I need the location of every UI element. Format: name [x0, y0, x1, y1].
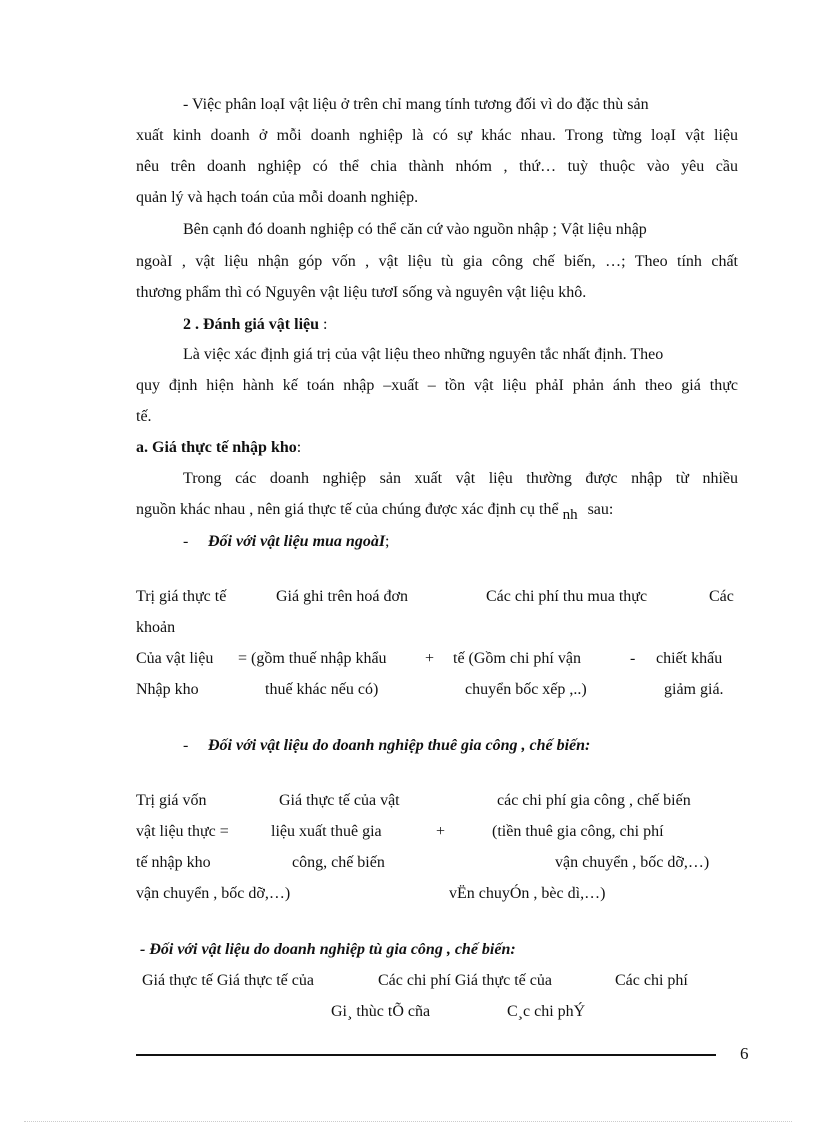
- p3-line-2: quy định hiện hành kế toán nhập –xuất – tồn vật liệu phảI phản ánh theo giá thực: [136, 377, 738, 394]
- f3-r1-c3: Các chi phí: [615, 972, 688, 989]
- p4-line-2-sub: nh: [562, 507, 578, 523]
- f1-c2-r2: = (gồm thuế nhập khẩu: [238, 650, 387, 667]
- p4-line-2-text: nguồn khác nhau , nên giá thực tế của chúng được xác định cụ thể: [136, 501, 559, 518]
- f1-c3-r3: chuyển bốc xếp ,..): [465, 681, 587, 698]
- p1-line-4: quản lý và hạch toán của mỗi doanh nghiệp.: [136, 189, 419, 206]
- f2-c2-r3: công, chế biến: [292, 854, 385, 871]
- f2-c2-r1: Giá thực tế của vật: [279, 792, 400, 809]
- bullet2-dash: -: [183, 737, 189, 754]
- page-bottom-border: [24, 1121, 792, 1122]
- section-heading-a-text: a. Giá thực tế nhập kho: [136, 439, 297, 456]
- p4-line-2-end: sau:: [587, 501, 614, 518]
- bullet2-text: Đối với vật liệu do doanh nghiệp thuê gia công , chế biến:: [208, 737, 591, 754]
- f1-c2-r3: thuế khác nếu có): [265, 681, 379, 698]
- f3-r2-c1: Gi¸ thùc tÕ cña: [331, 1003, 431, 1020]
- page-number: 6: [740, 1044, 749, 1063]
- bullet1-heading: [208, 532, 390, 552]
- f2-c3-r2: (tiền thuê gia công, chi phí: [492, 823, 664, 840]
- section-heading-2: [183, 315, 327, 335]
- f2-c1-r4: vận chuyển , bốc dỡ,…): [136, 885, 291, 902]
- f2-c3-r4: vËn chuyÓn , bèc dì,…): [449, 885, 606, 902]
- f1-c4-r3: giảm giá.: [664, 681, 724, 698]
- f1-c4-r2: chiết khấu: [656, 650, 723, 667]
- p2-line-2: ngoàI , vật liệu nhận góp vốn , vật liệu tù gia công chế biến, …; Theo tính chất: [136, 253, 738, 270]
- section-heading-2-text: 2 . Đánh giá vật liệu: [183, 316, 320, 333]
- f1-c1-r3: Nhập kho: [136, 681, 199, 698]
- f2-c1-r3: tế nhập kho: [136, 854, 211, 871]
- p4-line-1: Trong các doanh nghiệp sản xuất vật liệu thường được nhập từ nhiều: [183, 470, 738, 487]
- section-heading-2-colon: :: [319, 316, 328, 333]
- f3-r1-c2: Các chi phí Giá thực tế của: [378, 972, 552, 989]
- bullet1-text: Đối với vật liệu mua ngoàI: [208, 533, 386, 550]
- p2-line-3: thương phẩm thì có Nguyên vật liệu tươI sống và nguyên vật liệu khô.: [136, 284, 587, 301]
- bullet1-end: ;: [385, 533, 390, 550]
- f2-c1-r2: vật liệu thực =: [136, 823, 229, 840]
- bullet3-text: - Đối với vật liệu do doanh nghiệp tù gia công , chế biến:: [140, 941, 516, 958]
- f3-r2-c2: C¸c chi phÝ: [507, 1003, 586, 1020]
- f2-c3-r3: vận chuyển , bốc dỡ,…): [555, 854, 710, 871]
- p1-line-1: - Việc phân loạI vật liệu ở trên chỉ mang tính tương đối vì do đặc thù sản: [183, 96, 649, 113]
- f1-c1-r2: Của vật liệu: [136, 650, 214, 667]
- f2-c1-r1: Trị giá vốn: [136, 792, 207, 809]
- f1-plus: +: [425, 650, 435, 667]
- f2-c2-r2: liệu xuất thuê gia: [271, 823, 382, 840]
- p3-line-1: Là việc xác định giá trị của vật liệu theo những nguyên tắc nhất định. Theo: [183, 346, 664, 363]
- f2-c3-r1: các chi phí gia công , chế biến: [497, 792, 691, 809]
- f1-c3-r2: tế (Gồm chi phí vận: [453, 650, 581, 667]
- p1-line-3: nêu trên doanh nghiệp có thể chia thành nhóm , thứ… tuỳ thuộc vào yêu cầu: [136, 158, 738, 175]
- f1-c1-extra: khoản: [136, 619, 176, 636]
- f2-plus: +: [436, 823, 446, 840]
- f1-c2-r1: Giá ghi trên hoá đơn: [276, 588, 408, 605]
- f1-c3-r1: Các chi phí thu mua thực: [486, 588, 648, 605]
- footer-rule: [136, 1054, 716, 1056]
- section-heading-a: [136, 438, 301, 458]
- f3-r1-c1: Giá thực tế Giá thực tế của: [142, 972, 314, 989]
- f1-minus: -: [630, 650, 636, 667]
- p3-line-3: tế.: [136, 408, 152, 425]
- f1-c1-r1: Trị giá thực tế: [136, 588, 227, 605]
- p1-line-2: xuất kinh doanh ở mỗi doanh nghiệp là có sự khác nhau. Trong từng loạI vật liệu: [136, 127, 738, 144]
- f1-c4-r1: Các: [709, 588, 734, 605]
- section-heading-a-colon: :: [296, 439, 302, 456]
- bullet1-dash: -: [183, 533, 189, 550]
- p2-line-1: Bên cạnh đó doanh nghiệp có thể căn cứ vào nguồn nhập ; Vật liệu nhập: [183, 221, 647, 238]
- p4-line-2: [136, 500, 614, 523]
